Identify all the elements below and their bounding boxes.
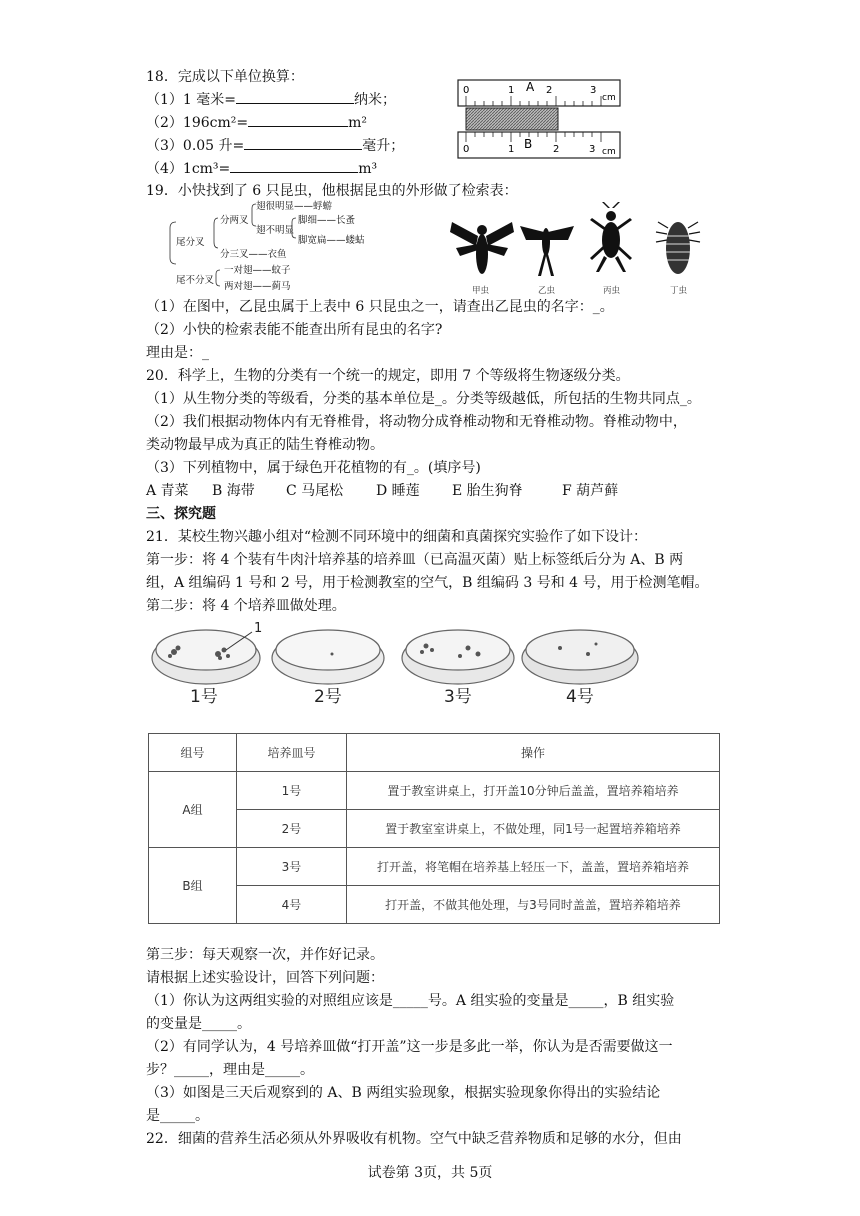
tick-label: 0 xyxy=(463,144,470,155)
table-header-row xyxy=(149,734,720,772)
table-header: 培养皿号 xyxy=(237,734,347,772)
q21-step1-cont: 组，A 组编码 1 号和 2 号，用于检测教室的空气，B 组编码 3 号和 4 号，用于检测笔帽。 xyxy=(146,575,709,591)
q20-options xyxy=(146,480,618,502)
q20-sub2: （2）我们根据动物体内有无脊椎骨，将动物分成脊椎动物和无脊椎动物。脊椎动物中， xyxy=(146,414,687,430)
insect-label: 丁虫 xyxy=(670,286,688,296)
section-heading: 三、探究题 xyxy=(146,506,216,522)
insect-label: 乙虫 xyxy=(538,286,556,296)
operation-cell: 打开盖，不做其他处理，与3号同时盖盖，置培养箱培养 xyxy=(347,886,720,924)
insect-label: 丙虫 xyxy=(603,286,621,296)
table-header: 组号 xyxy=(149,734,237,772)
q21-step3: 第三步：每天观察一次，并作好记录。 xyxy=(146,947,384,963)
tick-label: 1 xyxy=(508,85,515,96)
q21-title: 21．某校生物兴趣小组对“检测不同环境中的细菌和真菌探究实验作了如下设计： xyxy=(146,529,647,545)
dish-cell: 2号 xyxy=(237,810,347,848)
tick-label: 1 xyxy=(508,144,515,155)
dish-cell: 3号 xyxy=(237,848,347,886)
option-a: A 青菜 xyxy=(146,483,189,499)
q22-title: 22．细菌的营养生活必须从外界吸收有机物。空气中缺乏营养物质和足够的水分，但由 xyxy=(146,1131,682,1147)
q18-item-4: （4）1cm³= m³ xyxy=(146,158,377,180)
tick-label: 3 xyxy=(589,144,596,155)
q21-step2: 第二步：将 4 个培养皿做处理。 xyxy=(146,598,346,614)
key-line: 分三叉——衣鱼 xyxy=(220,249,287,260)
operation-cell: 打开盖，将笔帽在培养基上轻压一下，盖盖，置培养箱培养 xyxy=(347,848,720,886)
q19-sub1: （1）在图中，乙昆虫属于上表中 6 只昆虫之一，请查出乙昆虫的名字：_。 xyxy=(146,299,614,315)
q21-ask: 请根据上述实验设计，回答下列问题： xyxy=(146,970,384,986)
dish-cell: 4号 xyxy=(237,886,347,924)
tick-label: 2 xyxy=(553,144,560,155)
q21-sub2-cont: 步？_____，理由是_____。 xyxy=(146,1062,314,1078)
q18-item-3: （3）0.05 升= 毫升； xyxy=(146,135,404,157)
answer-blank[interactable] xyxy=(248,112,348,127)
table-header: 操作 xyxy=(347,734,720,772)
key-line: 尾不分叉 xyxy=(176,275,215,286)
insect-yi-image xyxy=(520,226,574,276)
q18-item-2: （2）196cm²= m² xyxy=(146,112,367,134)
key-line: 尾分叉 xyxy=(176,237,205,248)
q20-sub2-cont: 类动物最早成为真正的陆生脊椎动物。 xyxy=(146,437,384,453)
q21-sub3-cont: 是_____。 xyxy=(146,1108,209,1124)
q18-item-1: （1）1 毫米= 纳米； xyxy=(146,89,396,111)
dish-label: 4号 xyxy=(566,687,594,707)
pointer-label: 1 xyxy=(254,621,263,636)
tick-label: 0 xyxy=(463,85,470,96)
insect-ding-image xyxy=(656,222,700,274)
q21-sub2: （2）有同学认为，4 号培养皿做“打开盖”这一步是多此一举，你认为是否需要做这一 xyxy=(146,1039,673,1055)
ruler-b-label: B xyxy=(524,137,533,151)
key-line: 一对翅——蚊子 xyxy=(224,265,291,276)
operation-cell: 置于教室讲桌上，打开盖10分钟后盖盖，置培养箱培养 xyxy=(347,772,720,810)
tick-label: 2 xyxy=(546,85,553,96)
page-footer: 试卷第 3页，共 5页 xyxy=(367,1165,493,1181)
q19-reason: 理由是：_ xyxy=(146,345,209,361)
petri-dish-figure xyxy=(148,618,668,710)
option-f: F 葫芦藓 xyxy=(562,483,619,499)
ruler-figure xyxy=(456,78,624,162)
q21-sub1: （1）你认为这两组实验的对照组应该是_____号。A 组实验的变量是_____，B 组实验 xyxy=(146,993,675,1009)
dish-label: 3号 xyxy=(444,687,472,707)
answer-blank[interactable] xyxy=(230,158,358,173)
q18-title: 18．完成以下单位换算： xyxy=(146,69,304,85)
insect-jia-image xyxy=(450,222,514,274)
table-row xyxy=(149,772,720,810)
option-d: D 睡莲 xyxy=(376,483,420,499)
option-e: E 胎生狗脊 xyxy=(452,483,523,499)
insect-label: 甲虫 xyxy=(472,286,490,296)
dish-label: 1号 xyxy=(190,687,218,707)
unit-label: cm xyxy=(602,147,616,157)
key-line: 脚宽扁——蝼蛄 xyxy=(298,235,365,246)
unit-label: cm xyxy=(602,93,616,103)
table-row xyxy=(149,848,720,886)
answer-blank[interactable] xyxy=(236,89,354,104)
q20-title: 20．科学上，生物的分类有一个统一的规定，即用 7 个等级将生物逐级分类。 xyxy=(146,368,630,384)
key-line: 翅不明显 xyxy=(256,225,295,236)
key-line: 脚细——长蚤 xyxy=(298,215,356,226)
option-b: B 海带 xyxy=(212,483,255,499)
answer-blank[interactable] xyxy=(244,135,362,150)
q20-sub1: （1）从生物分类的等级看，分类的基本单位是_。分类等级越低，所包括的生物共同点_。 xyxy=(146,391,701,407)
key-line: 分两叉 xyxy=(220,215,249,226)
ruler-a-label: A xyxy=(526,80,535,94)
q20-sub3: （3）下列植物中，属于绿色开花植物的有_。(填序号) xyxy=(146,460,481,476)
experiment-table xyxy=(148,733,720,924)
key-line: 翅很明显——蜉蝣 xyxy=(256,201,333,212)
group-cell: A组 xyxy=(149,772,237,848)
insect-bing-image xyxy=(590,202,632,272)
q19-sub2: （2）小快的检索表能不能查出所有昆虫的名字? xyxy=(146,322,443,338)
operation-cell: 置于教室室讲桌上，不做处理，同1号一起置培养箱培养 xyxy=(347,810,720,848)
dichotomous-key xyxy=(168,198,428,290)
key-line: 两对翅——蓟马 xyxy=(224,281,291,292)
q21-step1: 第一步：将 4 个装有牛肉汁培养基的培养皿（已高温灭菌）贴上标签纸后分为 A、B 两 xyxy=(146,552,684,568)
dish-cell: 1号 xyxy=(237,772,347,810)
q21-sub3: （3）如图是三天后观察到的 A、B 两组实验现象，根据实验现象你得出的实验结论 xyxy=(146,1085,661,1101)
tick-label: 3 xyxy=(590,85,597,96)
q21-sub1-cont: 的变量是_____。 xyxy=(146,1016,251,1032)
group-cell: B组 xyxy=(149,848,237,924)
q19-title: 19．小快找到了 6 只昆虫，他根据昆虫的外形做了检索表： xyxy=(146,183,518,199)
option-c: C 马尾松 xyxy=(286,483,344,499)
insect-figures xyxy=(446,202,708,298)
dish-label: 2号 xyxy=(314,687,342,707)
